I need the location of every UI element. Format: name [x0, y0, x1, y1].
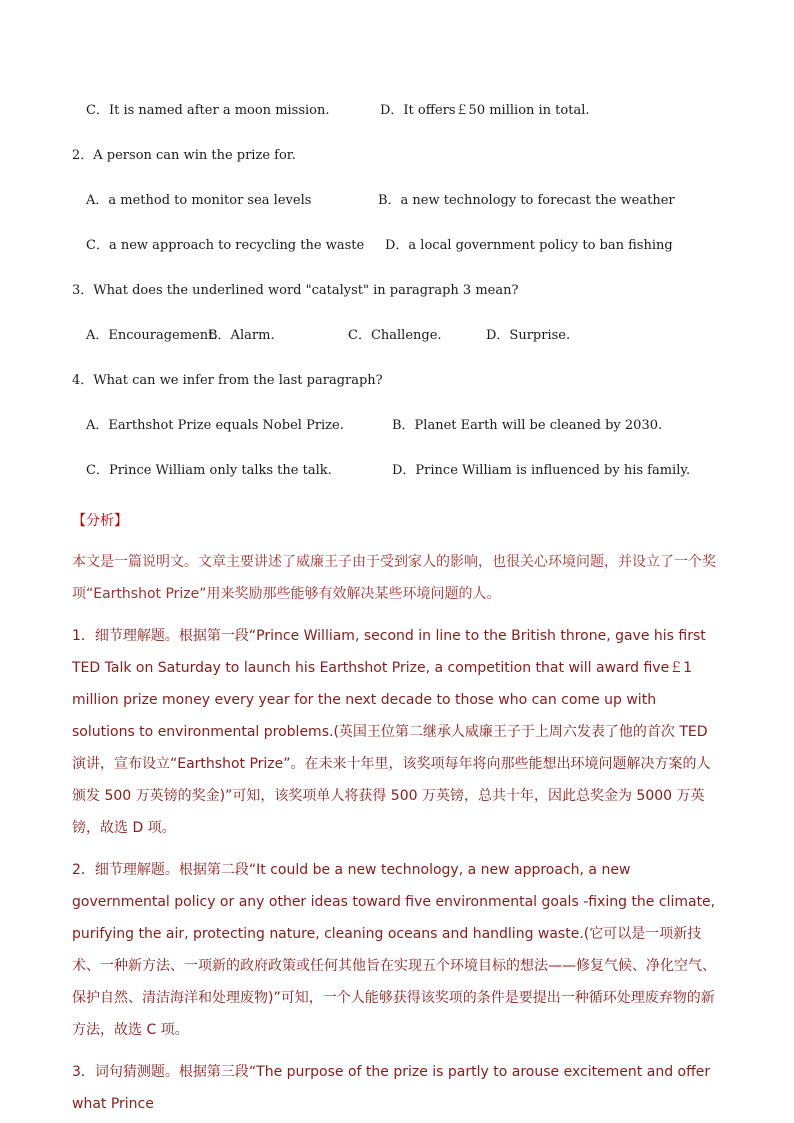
- analysis-intro: 本文是一篇说明文。文章主要讲述了威廉王子由于受到家人的影响，也很关心环境问题，并设立了一个奖项“Earthshot Prize”用来奖励那些能够有效解决某些环境问题的人。: [72, 554, 716, 602]
- q2-option-a[interactable]: A．a method to monitor sea levels: [86, 193, 312, 208]
- q4-option-c[interactable]: C．Prince William only talks the talk.: [86, 463, 332, 478]
- q3-stem: 3．What does the underlined word "catalyst" in paragraph 3 mean?: [72, 283, 519, 298]
- q2-stem: 2．A person can win the prize for.: [72, 148, 296, 163]
- q3-option-a[interactable]: A．Encouragement.: [86, 328, 218, 343]
- analysis-answer-3: 3．词句猜测题。根据第三段“The purpose of the prize is partly to arouse excitement and offer what Prince: [72, 1064, 711, 1112]
- analysis-heading: 【分析】: [72, 513, 128, 529]
- analysis-answer-1: 1．细节理解题。根据第一段“Prince William, second in line to the British throne, gave his first TED Talk on Saturday to launch his Earthshot Prize, a competition that will award five￡1 million prize money every year for the next decade to those who can come up with solutions to environmental problems.(英国王位第二继承人威廉王子于上周六发表了他的首次 TED 演讲，宣布设立“Earthshot Prize”。在未来十年里，该奖项每年将向那些能想出环境问题解决方案的人颁发 500 万英镑的奖金)”可知，该奖项单人将获得 500 万英镑，总共十年，因此总奖金为 5000 万英镑，故选 D 项。: [72, 628, 711, 836]
- q1-option-c[interactable]: C．It is named after a moon mission.: [86, 103, 330, 118]
- analysis-body: [72, 546, 722, 1120]
- analysis-answer-2: 2．细节理解题。根据第二段“It could be a new technology, a new approach, a new governmental policy or any other ideas toward five environmental goals -fixing the climate, purifying the air, protecting nature, cleaning oceans and handling waste.(它可以是一项新技术、一种新方法、一项新的政府政策或任何其他旨在实现五个环境目标的想法——修复气候、净化空气、保护自然、清洁海洋和处理废物)”可知，一个人能够获得该奖项的条件是要提出一种循环处理废弃物的新方法，故选 C 项。: [72, 862, 716, 1038]
- q3-option-c[interactable]: C．Challenge.: [348, 328, 442, 343]
- q2-option-b[interactable]: B．a new technology to forecast the weather: [378, 193, 675, 208]
- q4-option-a[interactable]: A．Earthshot Prize equals Nobel Prize.: [86, 418, 344, 433]
- q2-option-d[interactable]: D．a local government policy to ban fishing: [385, 238, 673, 253]
- q4-stem: 4．What can we infer from the last paragraph?: [72, 373, 383, 388]
- q1-option-d[interactable]: D．It offers￡50 million in total.: [380, 103, 590, 118]
- q4-option-b[interactable]: B．Planet Earth will be cleaned by 2030.: [392, 418, 663, 433]
- q4-option-d[interactable]: D．Prince William is influenced by his family.: [392, 463, 691, 478]
- q3-option-b[interactable]: B．Alarm.: [208, 328, 275, 343]
- q2-option-c[interactable]: C．a new approach to recycling the waste: [86, 238, 365, 253]
- q3-option-d[interactable]: D．Surprise.: [486, 328, 571, 343]
